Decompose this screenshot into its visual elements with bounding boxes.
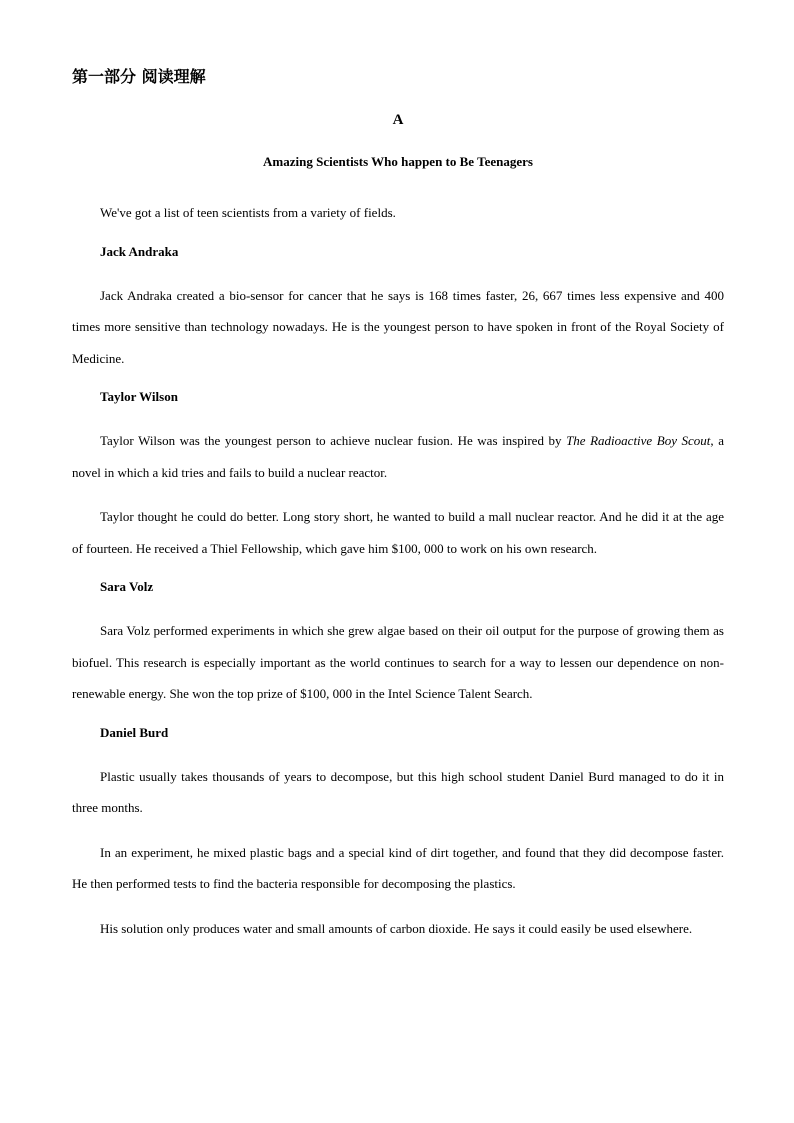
paragraph — [72, 425, 724, 488]
paragraph: Jack Andraka created a bio-sensor for cancer that he says is 168 times faster, 26, 667 times less expensive and 400 times more sensitive than technology nowadays. He is the youngest person to have spoken in front of the Royal Society of Medicine. — [72, 287, 724, 366]
part-letter: A — [392, 112, 404, 128]
section-sara-volz — [72, 577, 724, 710]
scientist-name: Sara Volz — [100, 579, 154, 594]
article-title: Amazing Scientists Who happen to Be Teenagers — [263, 154, 533, 169]
intro-paragraph: We've got a list of teen scientists from a variety of fields. — [100, 205, 396, 220]
paragraph: In an experiment, he mixed plastic bags and a special kind of dirt together, and found that they did decompose faster. He then performed tests to find the bacteria responsible for decomposing the plastics. — [72, 844, 724, 891]
paragraph: His solution only produces water and small amounts of carbon dioxide. He says it could easily be used elsewhere. — [100, 920, 693, 936]
section-taylor-wilson — [72, 387, 724, 564]
paragraph-text: , a novel in which a kid tries and fails to build a nuclear reactor. — [72, 433, 724, 480]
book-title: The Radioactive Boy Scout — [566, 433, 711, 448]
paragraph: Plastic usually takes thousands of years to decompose, but this high school student Daniel Burd managed to do it in three months. — [72, 768, 724, 815]
paragraph: Taylor thought he could do better. Long story short, he wanted to build a mall nuclear reactor. And he did it at the age of fourteen. He received a Thiel Fellowship, which gave him $100, 000 to work on his own research. — [72, 509, 724, 556]
section-jack-andraka — [72, 242, 724, 375]
paragraph-text: Taylor Wilson was the youngest person to achieve nuclear fusion. He was inspired by — [100, 433, 567, 448]
paragraph: Sara Volz performed experiments in which she grew algae based on their oil output for the purpose of growing them as biofuel. This research is especially important as the world continues to search for a way to lessen our dependence on non-renewable energy. She won the top prize of $100, 000 in the Intel Science Talent Search. — [72, 623, 724, 701]
section-daniel-burd — [72, 723, 724, 945]
scientist-name: Jack Andraka — [100, 243, 179, 259]
scientist-name: Taylor Wilson — [100, 389, 178, 404]
document-page — [72, 66, 724, 957]
scientist-name: Daniel Burd — [100, 724, 169, 740]
section-heading: 第一部分 阅读理解 — [72, 67, 206, 86]
